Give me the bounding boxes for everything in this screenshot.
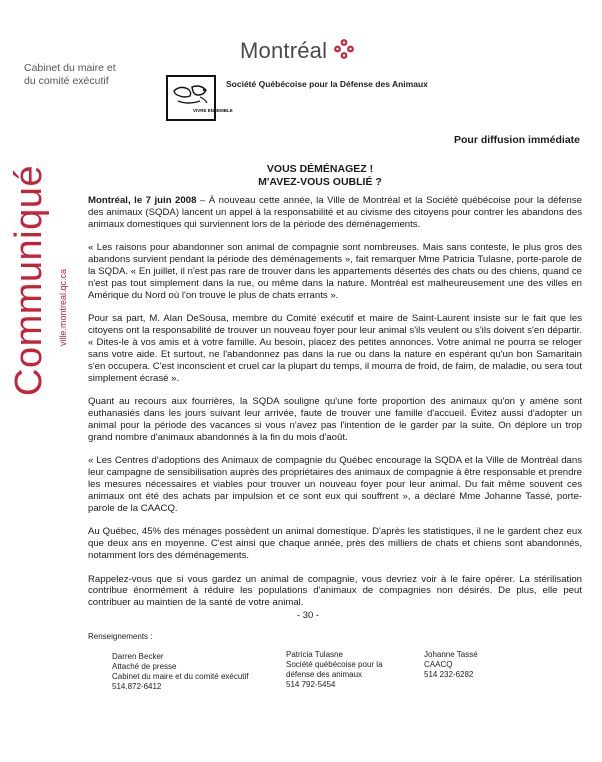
- contact-line: 514 232-6282: [424, 670, 474, 679]
- montreal-rosette-icon: [333, 38, 355, 60]
- contact-line: Johanne Tassé: [424, 650, 478, 659]
- cabinet-line: du comité exécutif: [24, 75, 109, 87]
- sqda-logo-text: VIVRE ENSEMBLE: [193, 108, 233, 113]
- montreal-logo-text: Montréal: [240, 38, 328, 63]
- contact-line: défense des animaux: [286, 670, 363, 679]
- paragraph: Pour sa part, M. Alan DeSousa, membre du Comité exécutif et maire de Saint-Laurent insiste sur le fait que les citoyens ont la responsabilité de trouver un nouveau foyer pour leur animal s'ils veulent ou s'ils doivent s'en départir. « Dites-le à vos amis et à votre famille. Au besoin, placez des petites annonces. Votre animal ne pourra se reloger sans votre aide. Et surtout, ne l'abandonnez pas dans la rue ou dans la nature en espérant qu'un bon Samaritain s'en occupera. C'est inconscient et cruel car la plupart du temps, il mourra de froid, de faim, de maladie, ou sera tout simplement écrasé ».: [88, 313, 582, 384]
- contact-block: [424, 650, 574, 680]
- title-line: M'AVEZ-VOUS OUBLIÉ ?: [258, 176, 382, 188]
- sqda-organization-name: Société Québécoise pour la Défense des Animaux: [226, 79, 428, 89]
- paragraph-text: – À nouveau cette année, la Ville de Montréal et la Société québécoise pour la défense des animaux (SQDA) lancent un appel à la responsabilité et au civisme des citoyens pour contrer les abandons des animaux domestiques qui surviennent lors de la période des déménagements.: [88, 195, 582, 230]
- release-body: [88, 195, 582, 621]
- end-marker: - 30 -: [296, 610, 320, 621]
- paragraph: « Les Centres d'adoptions des Animaux de compagnie du Québec encourage la SQDA et la Ville de Montréal dans leur campagne de sensibilisation auprès des propriétaires des animaux de compagnie à être responsable et prendre les mesures nécessaires et viables pour trouver un nouveau foyer pour leur animal. Du fait même souvent ces animaux ont été des achats par impulsion et ce sont eux qui souffrent », a déclaré Mme Johanne Tassé, porte-parole de la CAACQ.: [88, 455, 582, 514]
- paragraph: Rappelez-vous que si vous gardez un animal de compagnie, vous devriez voir à le faire opérer. La stérilisation contribue énormément à réduire les populations d'animaux de compagnies non désirés. De plus, elle peut contribuer au maintien de la santé de votre animal.: [88, 573, 582, 609]
- contact-line: Darren Becker: [112, 652, 164, 661]
- cabinet-line: Cabinet du maire et: [24, 62, 116, 74]
- contact-line: Société québécoise pour la: [286, 660, 383, 669]
- contact-block: [112, 652, 262, 692]
- paragraph: Au Québec, 45% des ménages possèdent un animal domestique. D'après les statistiques, il ne le gardent chez eux que deux ans en moyenne. C'est ainsi que chaque année, près des milliers de chats et chiens sont abandonnés, notamment lors des déménagements.: [88, 526, 582, 562]
- animals-logo-icon: [168, 77, 233, 119]
- dateline: Montréal, le 7 juin 2008: [88, 195, 197, 206]
- communique-sidebar: [6, 148, 78, 408]
- contact-line: Attaché de presse: [112, 662, 177, 671]
- title-line: VOUS DÉMÉNAGEZ !: [266, 163, 374, 175]
- release-title: [220, 163, 420, 189]
- release-diffusion: Pour diffusion immédiate: [453, 134, 580, 146]
- contacts-heading: Renseignements :: [88, 632, 153, 641]
- contact-line: Patricia Tulasne: [286, 650, 343, 659]
- website-label: ville.montreal.qc.ca: [58, 268, 68, 346]
- communique-label: Communiqué: [8, 165, 50, 396]
- paragraph: Quant au recours aux fourrières, la SQDA souligne qu'une forte proportion des animaux qu'on y amène sont euthanasiés dans les jours suivant leur arrivée, faute de trouver une famille d'accueil. Évitez aussi d'adopter un animal pour la période des vacances si vous n'avez pas l'intention de le garder par la suite. On déplore un trop grand nombre d'animaux abandonnés à la fin du mois d'août.: [88, 396, 582, 443]
- paragraph: « Les raisons pour abandonner son animal de compagnie sont nombreuses. Mais sans conteste, le plus gros des abandons survient pendant la période des déménagements », fait remarquer Mme Patricia Tulasne, porte-parole de la SQDA. « En juillet, il n'est pas rare de trouver dans les appartements désertés des chats ou des chiens, quand ce n'est pas tout simplement dans la rue, ou même dans la nature. Montréal est malheureusement une des villes en Amérique du Nord où l'on trouve le plus de chats errants ».: [88, 242, 582, 301]
- sqda-logo: [166, 75, 233, 121]
- paragraph: [88, 195, 582, 231]
- contact-block: [286, 650, 436, 690]
- contact-line: CAACQ: [424, 660, 453, 669]
- contact-line: 514 792-5454: [286, 680, 336, 689]
- contact-line: Cabinet du maire et du comité exécutif: [112, 672, 249, 681]
- cabinet-label: [24, 62, 184, 88]
- contact-line: 514.872-6412: [112, 682, 162, 691]
